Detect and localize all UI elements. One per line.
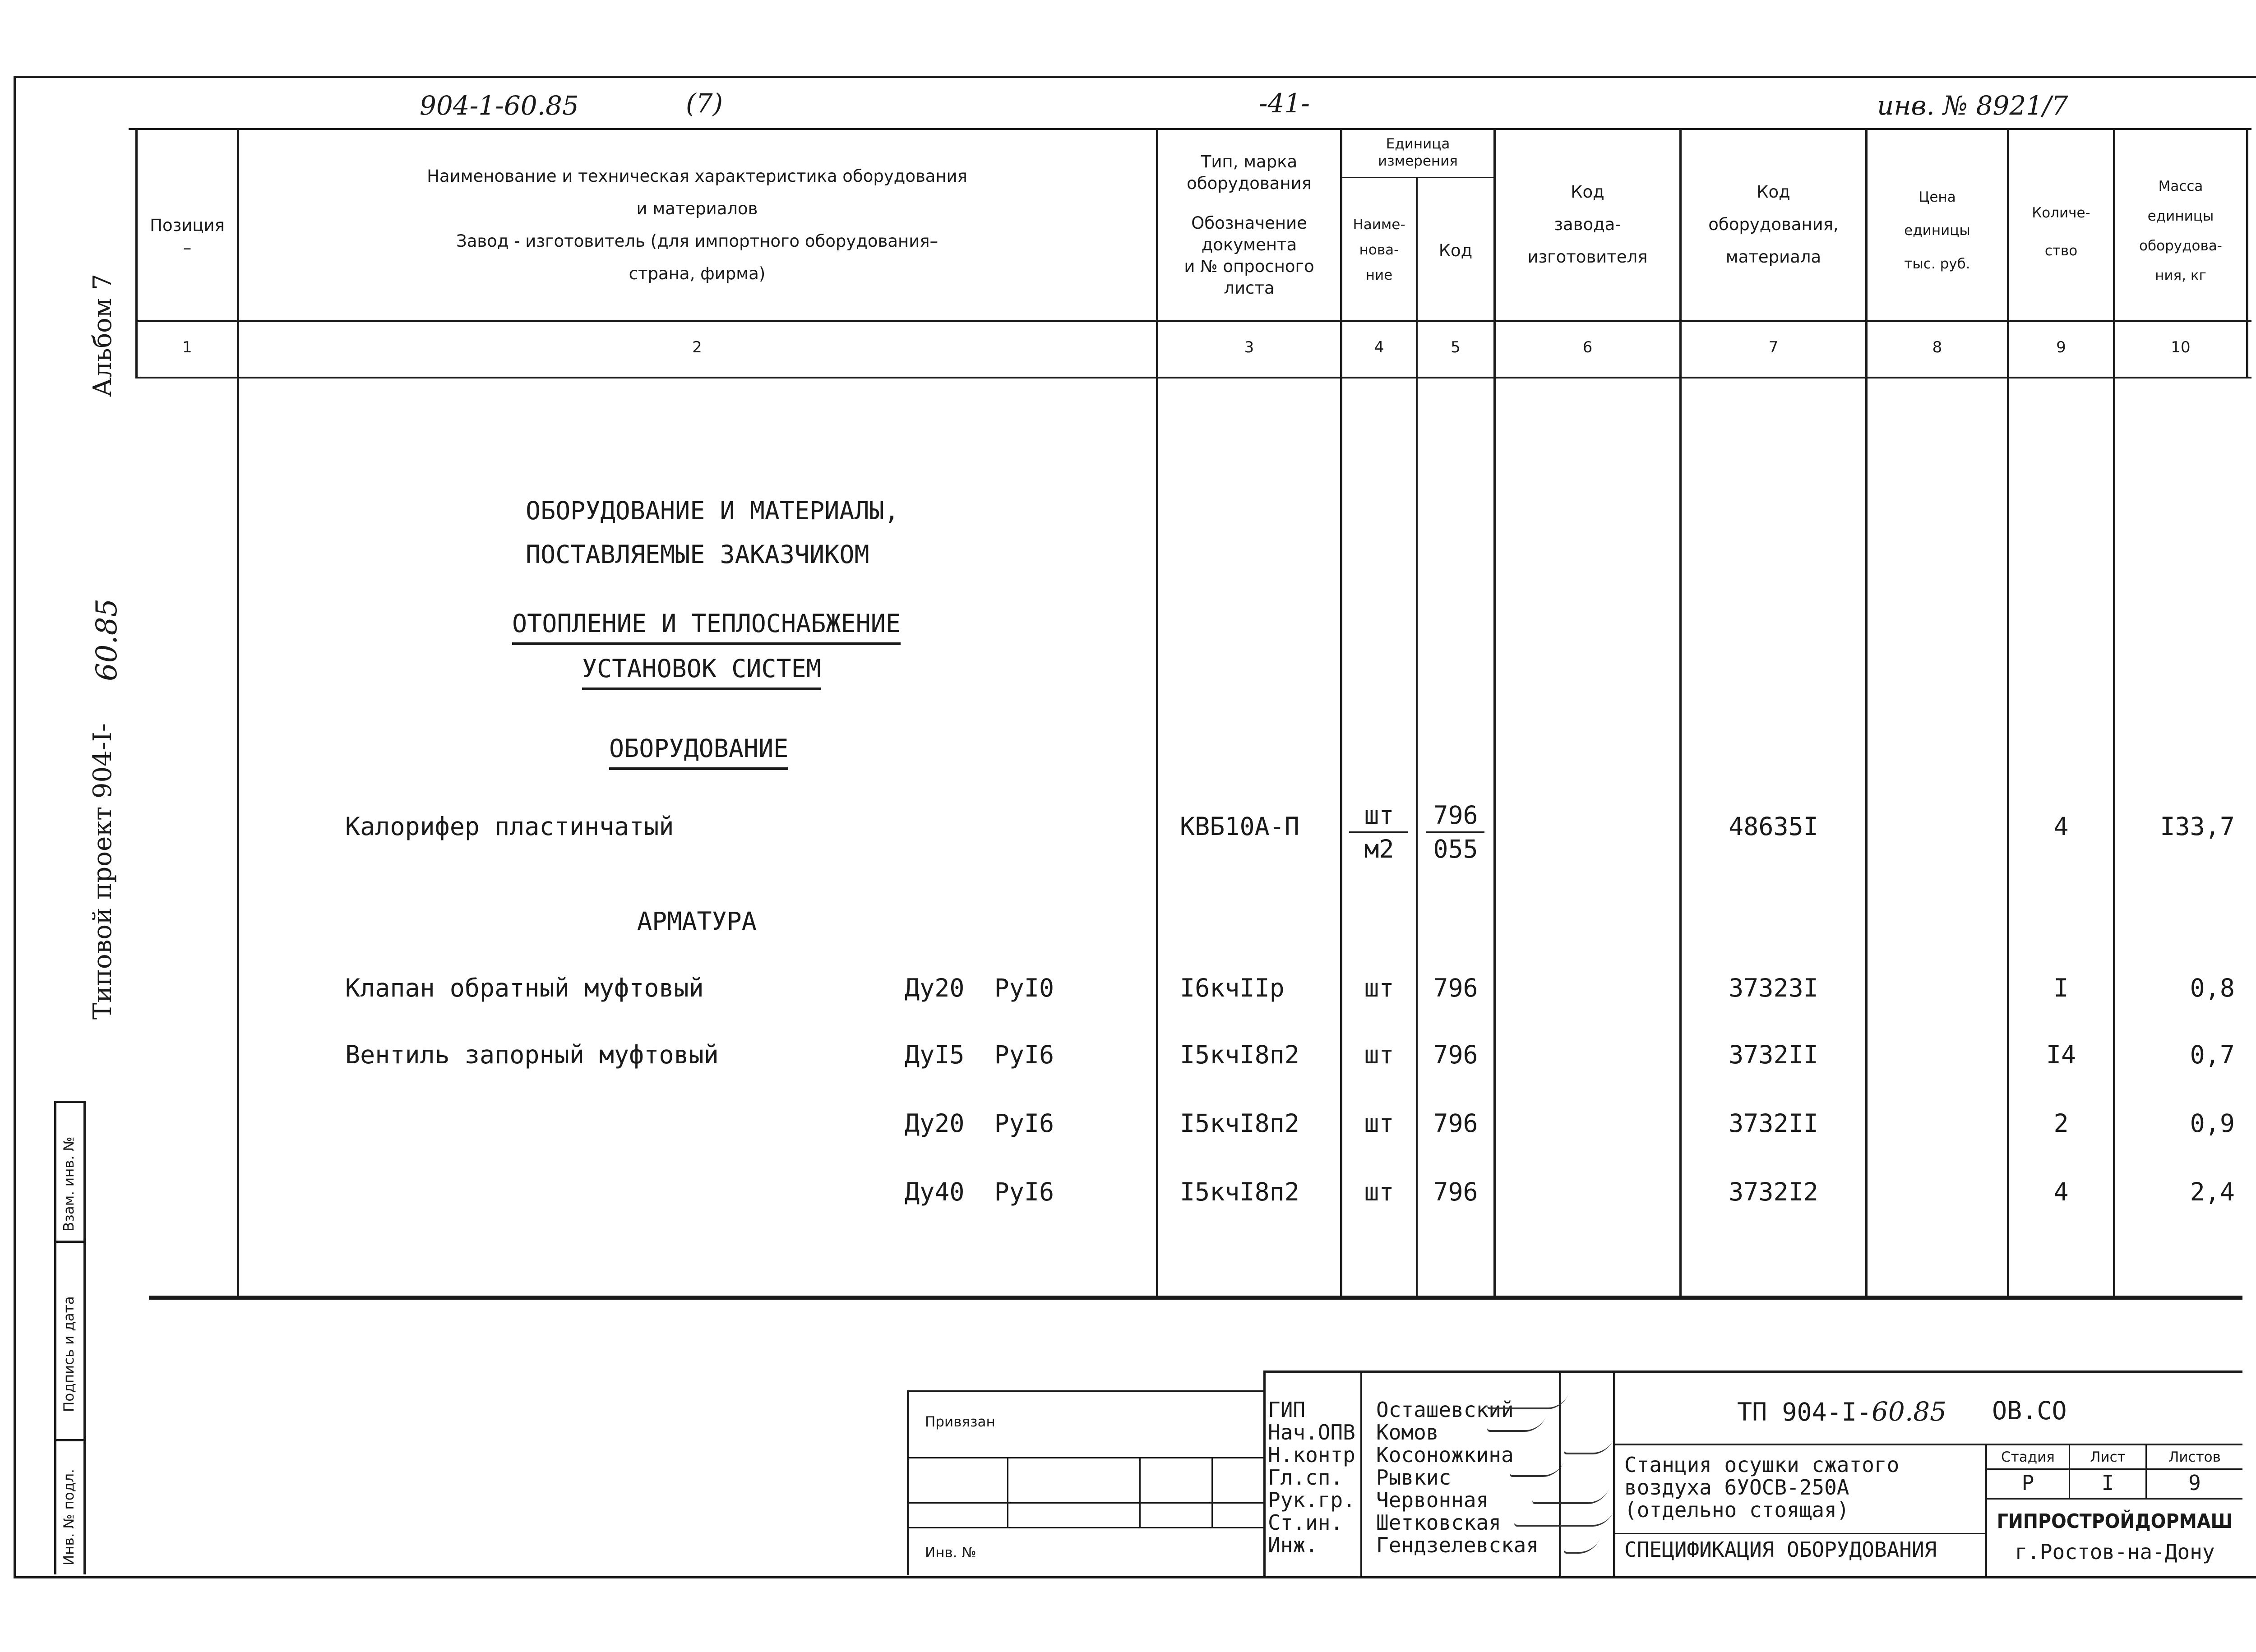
project-label: Типовой проект 904-I- [88,723,117,1020]
header-unit-group: Единица измерения [1378,136,1458,169]
row-material-code: 37323I [1729,974,1818,1002]
tb-linked-h2 [907,1502,1263,1504]
margin-cell-signature-date: Подпись и дата [61,1296,77,1412]
col-line-1 [237,128,239,1297]
row-code: 796 [1433,1177,1478,1206]
doc-code: ТП 904-I-60.85 [1737,1396,1947,1427]
tb-linked-v1 [1007,1457,1008,1527]
organization-city: г.Ростов-на-Дону [2015,1540,2215,1564]
colnum-4: 4 [1374,338,1384,356]
row-material-code: 3732II [1729,1109,1818,1138]
row-type: КВБ10А-П [1180,812,1299,841]
colnum-3: 3 [1244,338,1254,356]
row-mass: 0,8 [2190,974,2235,1002]
header-bottom-line [138,320,2251,322]
row-spec: Ду20 РуI6 [905,1109,1054,1138]
margin-box-right [83,1101,86,1574]
frame-top [14,76,2256,78]
tb-signers-v3 [1613,1371,1615,1576]
tb-stage-h2 [1985,1498,2242,1500]
linked-label: Привязан [925,1414,995,1430]
sub-title-line1: ОТОПЛЕНИЕ И ТЕПЛОСНАБЖЕНИЕ [512,609,901,645]
row-unit: шт [1364,1040,1394,1069]
tb-linked-v2 [1139,1457,1141,1527]
tb-linked-h3 [907,1527,1263,1528]
row-unit: шт [1364,1109,1394,1138]
album-note-handwritten: (7) [686,88,723,119]
signature-mark [1531,1489,1609,1504]
signature-mark [1513,1511,1613,1527]
code-fraction-line [1426,831,1484,833]
margin-box-left [54,1101,56,1574]
tb-top-line [1263,1371,2242,1373]
row-material-code: 3732II [1729,1040,1818,1069]
main-title-line2: ПОСТАВЛЯЕМЫЕ ЗАКАЗЧИКОМ [526,540,869,569]
row-code-bottom: 055 [1433,835,1478,863]
header-plant-code: Код завода- изготовителя [1527,182,1648,267]
col-line-10 [2246,128,2248,378]
signature-mark [1486,1394,1568,1409]
row-qty: I4 [2046,1040,2076,1069]
table-bottom-line [149,1296,2242,1300]
colnum-8: 8 [1932,338,1942,356]
header-unit-code: Код [1438,241,1473,260]
sheets-label: Листов [2168,1449,2221,1465]
album-label: Альбом 7 [88,274,117,397]
inv-label: Инв. № [925,1545,976,1561]
row-unit: шт [1364,1177,1394,1206]
row-type: I6кчIIр [1180,974,1285,1002]
signature-mark [1509,1462,1564,1477]
project-label-handwritten: 60.85 [90,598,124,681]
row-name: Калорифер пластинчатый [345,812,674,841]
colnum-6: 6 [1582,338,1593,356]
doc-title: СПЕЦИФИКАЦИЯ ОБОРУДОВАНИЯ [1624,1537,1937,1562]
row-name: Вентиль запорный муфтовый [345,1040,719,1069]
row-unit-top: шт [1364,801,1394,830]
doc-suffix: ОВ.СО [1992,1396,2067,1425]
margin-box-sep2 [54,1439,86,1441]
col-line-5 [1493,128,1496,1297]
row-qty: 4 [2053,812,2069,841]
tb-linked-top [907,1390,1263,1392]
row-code: 796 [1433,1109,1478,1138]
margin-cell-original-inv: Инв. № подл. [61,1469,77,1565]
row-qty: 2 [2053,1109,2069,1138]
inventory-number: инв. № 8921/7 [1877,90,2068,121]
colnum-5: 5 [1451,338,1461,356]
row-mass: 0,9 [2190,1109,2235,1138]
margin-box-sep1 [54,1241,86,1243]
frame-left [14,76,16,1578]
header-position: Позиция – [150,216,225,258]
row-code: 796 [1433,974,1478,1002]
tb-linked-h1 [907,1457,1263,1458]
header-quantity: Количе- ство [2032,205,2090,259]
colnum-7: 7 [1768,338,1779,356]
equipment-title: ОБОРУДОВАНИЕ [609,734,788,770]
header-unit-name: Наиме- нова- ние [1353,217,1405,283]
colnum-10: 10 [2171,338,2191,356]
tb-title-divider [1615,1533,1985,1534]
signer-names: Осташевский Комов Косоножкина Рывкис Червонная Шетковская Гендзелевская [1376,1398,1539,1557]
row-unit: шт [1364,974,1394,1002]
unit-group-line [1342,177,1493,178]
row-name: Клапан обратный муфтовый [345,974,704,1002]
tb-signers-v1 [1360,1371,1362,1576]
row-spec: Ду40 РуI6 [905,1177,1054,1206]
header-mass: Масса единицы оборудова- ния, кг [2139,178,2222,284]
row-spec: ДуI5 РуI6 [905,1040,1054,1069]
row-unit-bottom: м2 [1364,835,1394,863]
col-line-7 [1865,128,1868,1297]
fittings-title: АРМАТУРА [637,907,757,936]
colnum-1: 1 [182,338,192,356]
main-title-line1: ОБОРУДОВАНИЕ И МАТЕРИАЛЫ, [526,496,899,525]
sheet-value: I [2101,1471,2114,1495]
margin-cell-replace-inv: Взам. инв. № [61,1136,77,1232]
row-spec: Ду20 РуI0 [905,974,1054,1002]
row-code-top: 796 [1433,801,1478,830]
table-top-line [129,128,2251,130]
tb-signers-left [1263,1371,1266,1576]
row-type: I5кчI8п2 [1180,1177,1299,1206]
row-mass: I33,7 [2160,812,2235,841]
row-type: I5кчI8п2 [1180,1109,1299,1138]
header-type: Тип, марка оборудования Обозначение документа и № опросного листа [1184,152,1314,298]
header-name: Наименование и техническая характеристика оборудования и материалов Завод - изготовитель (для импортного оборудования– страна, фирма) [427,166,967,283]
header-material-code: Код оборудования, материала [1708,182,1839,267]
signature-mark [1563,1538,1600,1554]
row-qty: I [2053,974,2069,1002]
row-type: I5кчI8п2 [1180,1040,1299,1069]
unit-fraction-line [1349,831,1408,833]
row-qty: 4 [2053,1177,2069,1206]
colnum-9: 9 [2056,338,2066,356]
frame-bottom [14,1576,2256,1578]
row-code: 796 [1433,1040,1478,1069]
stage-label: Стадия [2001,1449,2055,1465]
tb-linked-v3 [1211,1457,1213,1527]
sheets-value: 9 [2188,1471,2201,1495]
signer-roles: ГИП Нач.ОПВ Н.контр Гл.сп. Рук.гр. Ст.ин. Инж. [1268,1398,1355,1557]
organization: ГИПРОСТРОЙДОРМАШ [1997,1510,2233,1533]
page-number: -41- [1259,88,1310,119]
tb-stage-h1 [1985,1468,2242,1470]
row-mass: 2,4 [2190,1177,2235,1206]
stage-value: Р [2021,1471,2034,1495]
row-mass: 0,7 [2190,1040,2235,1069]
col-line-2 [1156,128,1158,1297]
sub-title-line2: УСТАНОВОК СИСТЕМ [582,654,821,690]
row-material-code: 3732I2 [1729,1177,1818,1206]
row-material-code: 48635I [1729,812,1818,841]
sheet-label: Лист [2090,1449,2126,1465]
project-code-handwritten: 904-1-60.85 [420,90,579,121]
numbers-bottom-line [138,377,2251,378]
tb-linked-left [907,1390,909,1575]
tb-code-bottom [1615,1444,2242,1445]
signature-mark [1563,1439,1613,1454]
header-price: Цена единицы тыс. руб. [1904,189,1970,272]
margin-box-top [54,1101,86,1103]
object-name: Станция осушки сжатого воздуха 6УОСВ-250А (отдельно стоящая) [1624,1453,1900,1522]
colnum-2: 2 [692,338,702,356]
